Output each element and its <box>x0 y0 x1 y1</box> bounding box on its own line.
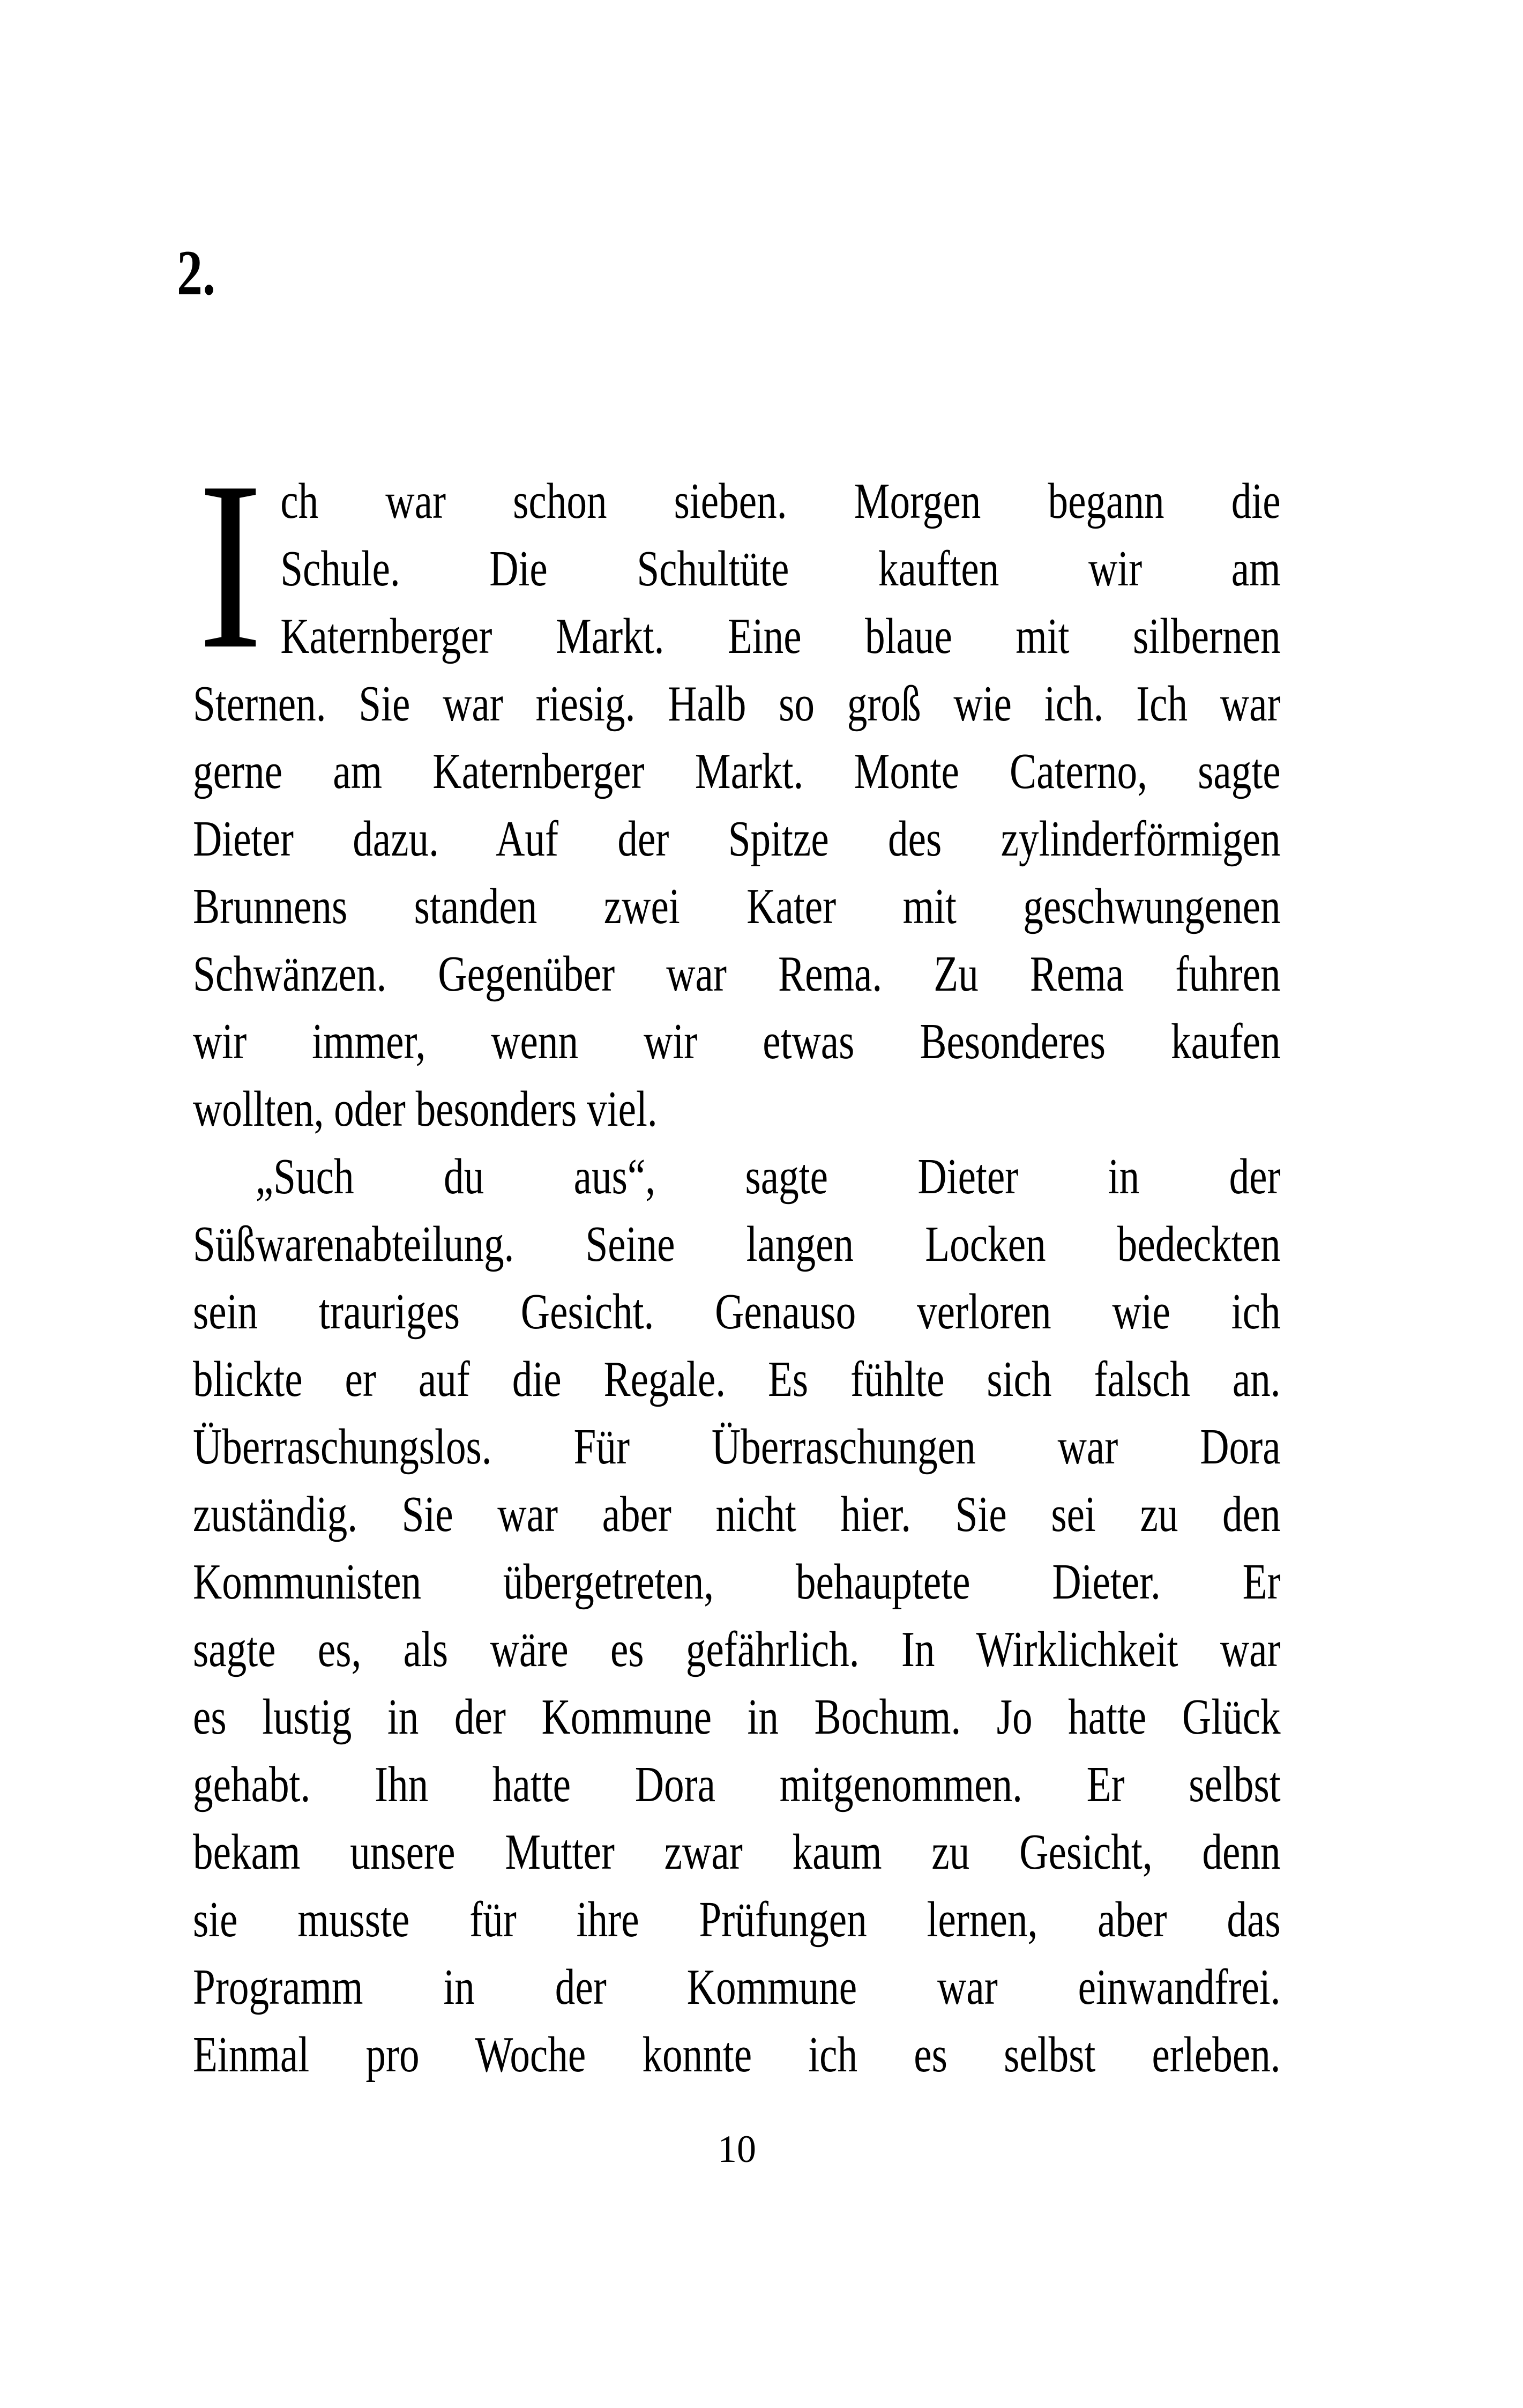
text-line: Brunnens standen zwei Kater mit geschwungenen <box>193 879 1281 934</box>
text-line: blickte er auf die Regale. Es fühlte sich falsch an. <box>193 1351 1281 1407</box>
text-line: zuständig. Sie war aber nicht hier. Sie sei zu den <box>193 1487 1281 1542</box>
text-line: sagte es, als wäre es gefährlich. In Wirklichkeit war <box>193 1622 1281 1677</box>
text-line: Einmal pro Woche konnte ich es selbst erleben. <box>193 2027 1281 2083</box>
text-line: Überraschungslos. Für Überraschungen war Dora <box>193 1419 1281 1475</box>
text-line: Programm in der Kommune war einwandfrei. <box>193 1959 1281 2015</box>
text-line: Katernberger Markt. Eine blaue mit silbernen <box>280 608 1281 664</box>
text-line: gehabt. Ihn hatte Dora mitgenommen. Er selbst <box>193 1757 1281 1812</box>
text-line: Schwänzen. Gegenüber war Rema. Zu Rema fuhren <box>193 946 1281 1002</box>
text-line: sein trauriges Gesicht. Genauso verloren wie ich <box>193 1284 1281 1340</box>
text-line: wollten, oder besonders viel. <box>193 1081 658 1137</box>
text-line: bekam unsere Mutter zwar kaum zu Gesicht, denn <box>193 1824 1281 1880</box>
page-number: 10 <box>718 2128 756 2171</box>
text-line: Schule. Die Schultüte kauften wir am <box>280 541 1281 597</box>
text-line: Sternen. Sie war riesig. Halb so groß wie ich. Ich war <box>193 676 1281 732</box>
text-line: es lustig in der Kommune in Bochum. Jo hatte Glück <box>193 1689 1281 1745</box>
text-line: sie musste für ihre Prüfungen lernen, aber das <box>193 1892 1281 1948</box>
text-line: Süßwarenabteilung. Seine langen Locken bedeckten <box>193 1216 1281 1272</box>
text-line: Kommunisten übergetreten, behauptete Dieter. Er <box>193 1554 1281 1610</box>
text-line: Dieter dazu. Auf der Spitze des zylinderförmigen <box>193 811 1281 867</box>
text-line: gerne am Katernberger Markt. Monte Caterno, sagte <box>193 744 1281 799</box>
chapter-number: 2. <box>177 237 215 308</box>
drop-cap: I <box>198 432 263 699</box>
body-text <box>193 467 1281 2089</box>
text-line: wir immer, wenn wir etwas Besonderes kaufen <box>193 1014 1281 1069</box>
text-line: ch war schon sieben. Morgen begann die <box>280 473 1281 529</box>
text-line: „Such du aus“, sagte Dieter in der <box>255 1149 1281 1205</box>
